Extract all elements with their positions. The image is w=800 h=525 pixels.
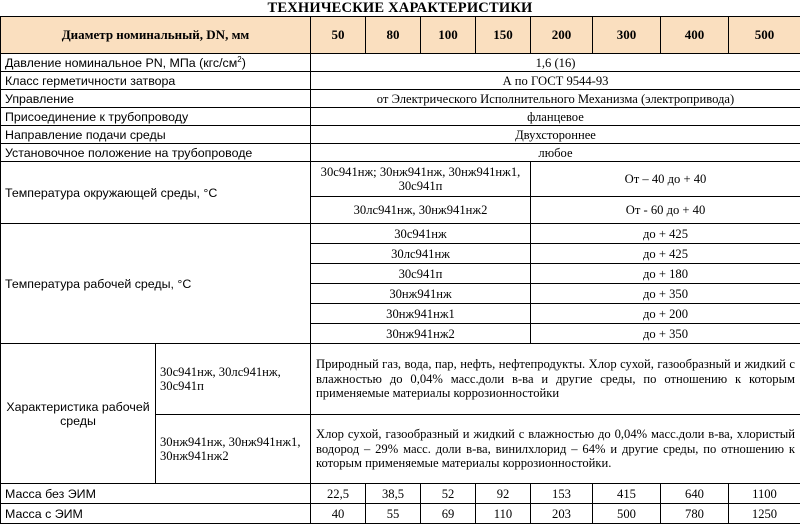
mass-value: 153 (531, 484, 593, 504)
control-label: Управление (1, 90, 311, 108)
working-temp-model: 30нж941нж (311, 284, 531, 304)
position-row (1, 144, 800, 162)
working-temp-model: 30с941нж (311, 224, 531, 244)
mass-value: 69 (421, 504, 476, 524)
direction-label: Направление подачи среды (1, 126, 311, 144)
pressure-label: Давление номинальное PN, МПа $(кгс/см^2)$ (1, 54, 311, 72)
dn-cell: 200 (531, 17, 593, 54)
working-temp-label: Температура рабочей среды, °С (1, 224, 311, 344)
ambient-label: Температура окружающей среды, °С (1, 162, 311, 224)
header-row (1, 17, 800, 54)
mass-value: 500 (593, 504, 661, 524)
medium-models: 30нж941нж, 30нж941нж1, 30нж941нж2 (156, 415, 311, 484)
direction-value: Двухстороннее (311, 126, 800, 144)
connection-value: фланцевое (311, 108, 800, 126)
medium-description: Природный газ, вода, пар, нефть, нефтепродукты. Хлор сухой, газообразный и жидкий с влажностью до 0,04% масс.доли в-ва и другие среды, по отношению к которым применяемые материалы коррозионностойки (311, 344, 800, 415)
working-temp-value: до + 350 (531, 284, 800, 304)
working-temp-model: 30с941п (311, 264, 531, 284)
mass-value: 415 (593, 484, 661, 504)
mass-eim-row (1, 504, 800, 524)
dn-cell: 400 (661, 17, 729, 54)
pressure-row (1, 54, 800, 72)
mass-value: 110 (476, 504, 531, 524)
working-temp-model: 30лс941нж (311, 244, 531, 264)
mass-value: 1250 (729, 504, 800, 524)
tightness-value: А по ГОСТ 9544-93 (311, 72, 800, 90)
dn-cell: 50 (311, 17, 366, 54)
page-title: ТЕХНИЧЕСКИЕ ХАРАКТЕРИСТИКИ (267, 0, 533, 16)
medium-models: 30с941нж, 30лс941нж, 30с941п (156, 344, 311, 415)
connection-label: Присоединение к трубопроводу (1, 108, 311, 126)
control-value: от Электрического Исполнительного Механизма (электропривода) (311, 90, 800, 108)
medium-row (1, 344, 800, 415)
direction-row (1, 126, 800, 144)
position-label: Установочное положение на трубопроводе (1, 144, 311, 162)
mass-value: 640 (661, 484, 729, 504)
ambient-range: От – 40 до + 40 (531, 162, 800, 197)
ambient-row (1, 162, 800, 197)
working-temp-value: до + 425 (531, 244, 800, 264)
working-temp-value: до + 350 (531, 324, 800, 344)
spec-table (0, 16, 800, 524)
mass-no-eim-label: Масса без ЭИМ (1, 484, 311, 504)
dn-cell: 300 (593, 17, 661, 54)
mass-value: 203 (531, 504, 593, 524)
mass-value: 52 (421, 484, 476, 504)
position-value: любое (311, 144, 800, 162)
tightness-row (1, 72, 800, 90)
mass-value: 92 (476, 484, 531, 504)
mass-value: 1100 (729, 484, 800, 504)
mass-value: 40 (311, 504, 366, 524)
dn-cell: 100 (421, 17, 476, 54)
dn-cell: 80 (366, 17, 421, 54)
header-label: Диаметр номинальный, DN, мм (1, 17, 311, 54)
tightness-label: Класс герметичности затвора (1, 72, 311, 90)
working-temp-row (1, 224, 800, 244)
working-temp-model: 30нж941нж1 (311, 304, 531, 324)
connection-row (1, 108, 800, 126)
working-temp-value: до + 425 (531, 224, 800, 244)
ambient-range: От - 60 до + 40 (531, 197, 800, 224)
working-temp-model: 30нж941нж2 (311, 324, 531, 344)
ambient-models: 30с941нж; 30нж941нж, 30нж941нж1, 30с941п (311, 162, 531, 197)
mass-no-eim-row (1, 484, 800, 504)
mass-value: 780 (661, 504, 729, 524)
dn-cell: 150 (476, 17, 531, 54)
medium-description: Хлор сухой, газообразный и жидкий с влажностью до 0,04% масс.доли в-ва, хлористый водород – 29% масс. доли в-ва, винилхлорид – 64% и другие среды, по отношению к которым применяемые материалы коррозионностойки. (311, 415, 800, 484)
working-temp-value: до + 200 (531, 304, 800, 324)
dn-cell: 500 (729, 17, 800, 54)
mass-eim-label: Масса с ЭИМ (1, 504, 311, 524)
medium-label: Характеристика рабочей среды (1, 344, 156, 484)
mass-value: 38,5 (366, 484, 421, 504)
pressure-value: 1,6 (16) (311, 54, 800, 72)
mass-value: 55 (366, 504, 421, 524)
working-temp-value: до + 180 (531, 264, 800, 284)
control-row (1, 90, 800, 108)
ambient-models: 30лс941нж, 30нж941нж2 (311, 197, 531, 224)
mass-value: 22,5 (311, 484, 366, 504)
